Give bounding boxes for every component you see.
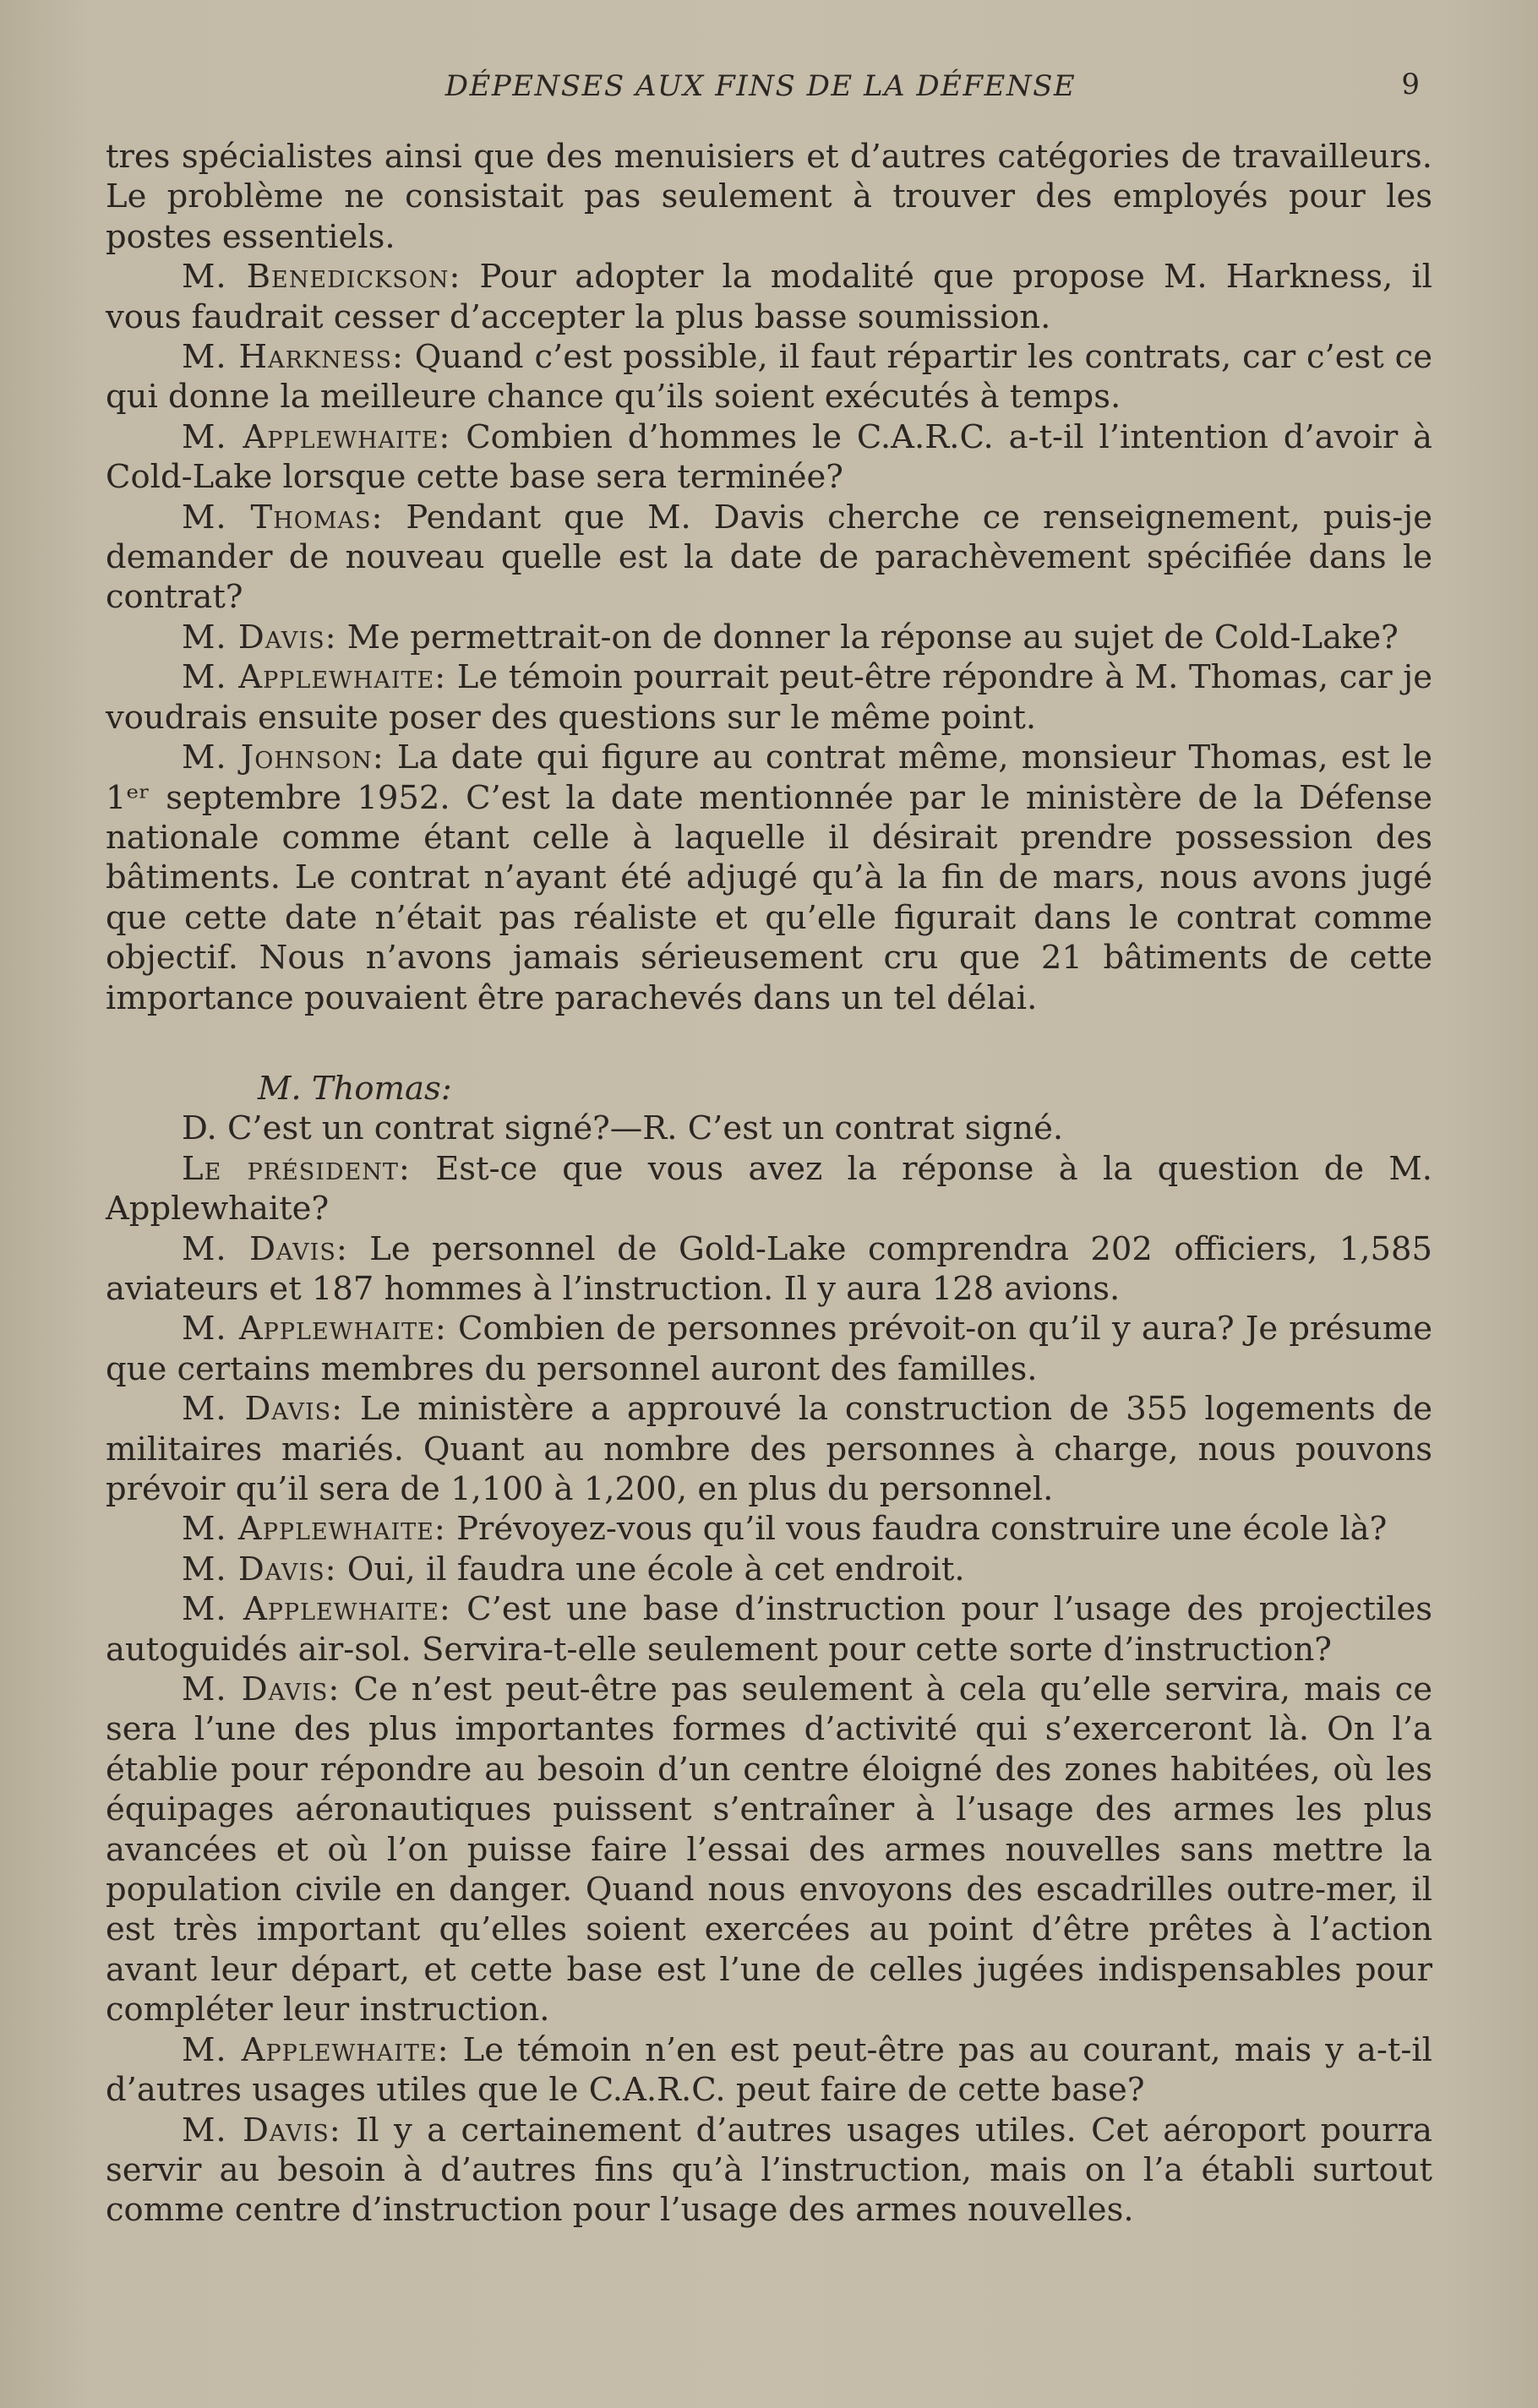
speaker: M. Thomas: (182, 498, 384, 537)
paragraph-2 (106, 337, 1432, 417)
speaker: M. Benedickson: (182, 258, 461, 297)
paragraph-15 (106, 1589, 1432, 1670)
paragraph-text: Le témoin pourrait peut-être répondre à M. Thomas, car je voudrais ensuite poser des questions sur le même point. (106, 658, 1432, 737)
paragraph-text: La date qui figure au contrat même, monsieur Thomas, est le 1ᵉʳ septembre 1952. C’est la date mentionnée par le ministère de la Défense nationale comme étant celle à laquelle il désirait prendre possession des bâtiments. Le contrat n’ayant été adjugé qu’à la fin de mars, nous avons jugé que cette date n’était pas réaliste et qu’elle figurait dans le contrat comme objectif. Nous n’avons jamais sérieusement cru que 21 bâtiments de cette importance pouvaient être parachevés dans un tel délai. (106, 738, 1432, 1017)
speaker: M. Applewhaite: (182, 1510, 446, 1549)
paragraph-3 (106, 417, 1432, 498)
paragraph-text: tres spécialistes ainsi que des menuisiers et d’autres catégories de travailleurs. Le problème ne consistait pas seulement à trouver des employés pour les postes essentiels. (106, 138, 1432, 256)
paragraph-text: Pendant que M. Davis cherche ce renseignement, puis-je demander de nouveau quelle est la date de parachèvement spécifiée dans le contrat? (106, 498, 1432, 617)
speaker: M. Davis: (182, 1229, 348, 1268)
paragraph-16 (106, 1670, 1432, 2030)
paragraph-6 (106, 657, 1432, 738)
speaker: M. Davis: (182, 2111, 341, 2149)
speaker: M. Davis: (182, 1670, 341, 1709)
examiner-heading: M. Thomas: (258, 1069, 452, 1108)
paragraph-text: Oui, il faudra une école à cet endroit. (336, 1550, 965, 1588)
speaker: M. Applewhaite: (182, 658, 447, 697)
paragraph-5 (106, 618, 1432, 657)
body-text (106, 137, 1432, 2231)
section-gap (106, 1018, 1432, 1069)
paragraph-text: Combien d’hommes le C.A.R.C. a-t-il l’intention d’avoir à Cold-Lake lorsque cette base sera terminée? (106, 417, 1432, 497)
paragraph-18 (106, 2111, 1432, 2231)
paragraph-text: C’est une base d’instruction pour l’usage des projectiles autoguidés air-sol. Servira-t-elle seulement pour cette sorte d’instruction? (106, 1590, 1432, 1669)
paragraph-text: Le témoin n’en est peut-être pas au courant, mais y a-t-il d’autres usages utiles que le C.A.R.C. peut faire de cette base? (106, 2030, 1432, 2110)
paragraph-text: Est-ce que vous avez la réponse à la question de M. Applewhaite? (106, 1149, 1433, 1229)
paragraph-text: Pour adopter la modalité que propose M. Harkness, il vous faudrait cesser d’accepter la plus basse soumission. (106, 258, 1432, 336)
running-title: DÉPENSES AUX FINS DE LA DÉFENSE (444, 69, 1077, 103)
paragraph-13 (106, 1509, 1432, 1549)
page-number: 9 (1401, 68, 1420, 101)
running-header (0, 61, 1538, 112)
paragraph-text: Le personnel de Gold-Lake comprendra 202 officiers, 1,585 aviateurs et 187 hommes à l’instruction. Il y aura 128 avions. (106, 1229, 1432, 1308)
speaker: M. Applewhaite: (182, 417, 451, 456)
speaker: M. Davis: (182, 618, 337, 656)
speaker: M. Harkness: (182, 338, 404, 377)
paragraph-text: Quand c’est possible, il faut répartir les contrats, car c’est ce qui donne la meilleure chance qu’ils soient exécutés à temps. (106, 338, 1433, 417)
speaker: M. Applewhaite: (182, 1310, 447, 1348)
speaker: M. Davis: (182, 1390, 344, 1429)
paragraph-text: D. C’est un contrat signé?—R. C’est un contrat signé. (182, 1109, 1064, 1148)
speaker: M. Johnson: (182, 738, 384, 777)
speaker: M. Applewhaite: (182, 2030, 450, 2069)
paragraph-1 (106, 257, 1432, 337)
paragraph-text: Prévoyez-vous qu’il vous faudra construire une école là? (445, 1510, 1388, 1549)
paragraph-text: Le ministère a approuvé la construction de 355 logements de militaires mariés. Quant au nombre des personnes à charge, nous pouvons prévoir qu’il sera de 1,100 à 1,200, en plus du personnel. (106, 1390, 1433, 1508)
paragraph-text: Ce n’est peut-être pas seulement à cela qu’elle servira, mais ce sera l’une des plus importantes formes d’activité qui s’exerceront là. On l’a établie pour répondre au besoin d’un centre éloigné des zones habitées, où les équipages aéronautiques puissent s’entraîner à l’usage des armes les plus avancées et où l’on puisse faire l’essai des armes nouvelles sans mettre la population civile en danger. Quand nous envoyons des escadrilles outre-mer, il est très important qu’elles soient exercées au point d’être prêtes à l’action avant leur départ, et cette base est l’une de celles jugées indispensables pour compléter leur instruction. (106, 1670, 1432, 2029)
paragraph-14 (106, 1550, 1432, 1589)
paragraph-11 (106, 1309, 1432, 1389)
speaker: M. Applewhaite: (182, 1590, 451, 1629)
paragraph-4 (106, 498, 1432, 618)
paragraph-text: Il y a certainement d’autres usages utiles. Cet aéroport pourra servir au besoin à d’autres fins qu’à l’instruction, mais on l’a établi surtout comme centre d’instruction pour l’usage des armes nouvelles. (106, 2111, 1432, 2230)
paragraph-7 (106, 738, 1432, 1018)
paragraph-text: Combien de personnes prévoit-on qu’il y aura? Je présume que certains membres du personnel auront des familles. (106, 1310, 1433, 1388)
speaker: Le président: (182, 1149, 411, 1188)
speaker: M. Davis: (182, 1550, 337, 1588)
paragraph-0 (106, 137, 1432, 257)
paragraph-17 (106, 2030, 1432, 2111)
paragraph-9 (106, 1149, 1432, 1229)
paragraph-text: Me permettrait-on de donner la réponse au sujet de Cold-Lake? (336, 618, 1399, 656)
paragraph-8 (106, 1109, 1432, 1148)
paragraph-12 (106, 1389, 1432, 1509)
paragraph-10 (106, 1229, 1432, 1310)
